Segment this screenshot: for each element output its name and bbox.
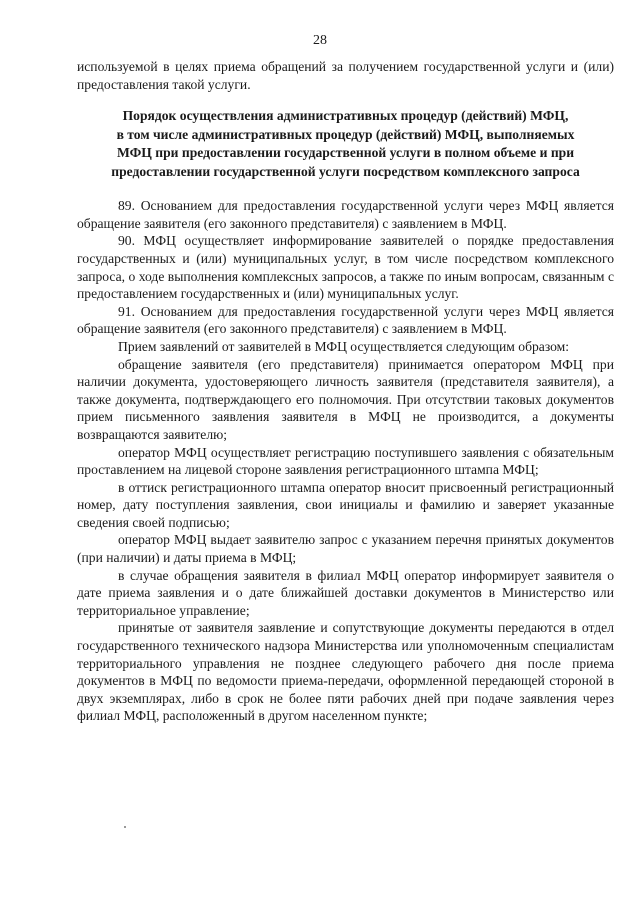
paragraph-receipt: оператор МФЦ выдает заявителю запрос с указанием перечня принятых документов (при наличии) и даты приема в МФЦ;: [77, 532, 614, 566]
paragraph-applicant-appeal: обращение заявителя (его представителя) принимается оператором МФЦ при наличии документа, удостоверяющего личность заявителя (представителя заявителя), а также документа, подтверждающего его полномочия. При отсутствии таковых документов прием письменного заявления заявителя в МФЦ не производится, а документы возвращаются заявителю;: [77, 356, 614, 442]
heading-line: Порядок осуществления административных процедур (действий) МФЦ,: [122, 108, 569, 124]
heading-line: в том числе административных процедур (действий) МФЦ, выполняемых: [116, 126, 575, 142]
heading-line: предоставлении государственной услуги посредством комплексного запроса: [111, 163, 580, 179]
page-number: 28: [313, 33, 327, 48]
heading-line: МФЦ при предоставлении государственной услуги в полном объеме и при: [116, 145, 575, 161]
intro-paragraph: используемой в целях приема обращений за получением государственной услуги и (или) предоставления такой услуги.: [77, 59, 614, 92]
paragraph-89: 89. Основанием для предоставления государственной услуги через МФЦ является обращение заявителя (его законного представителя) с заявлением в МФЦ.: [77, 198, 614, 231]
paragraph-transfer: принятые от заявителя заявление и сопутствующие документы передаются в отдел государственного технического надзора Министерства или уполномоченным специалистам территориального управления не позднее следующего рабочего дня после приема документов в МФЦ по ведомости приема-передачи, оформленной передающей стороной в двух экземплярах, либо в срок не более пяти рабочих дней при подаче заявления через филиал МФЦ, расположенный в другом населенном пункте;: [77, 620, 614, 724]
scan-speck: [124, 826, 126, 828]
paragraph-91: 91. Основанием для предоставления государственной услуги через МФЦ является обращение заявителя (его законного представителя) с заявлением в МФЦ.: [77, 303, 614, 337]
page-content: [77, 58, 614, 725]
paragraph-90: 90. МФЦ осуществляет информирование заявителей о порядке предоставления государственных и (или) муниципальных услуг, в том числе посредством комплексного запроса, о ходе выполнения комплексных запросов, а также по иным вопросам, связанным с предоставлением государственных и (или) муниципальных услуг.: [77, 233, 614, 302]
paragraph-stamp: в оттиск регистрационного штампа оператор вносит присвоенный регистрационный номер, дату поступления заявления, свои инициалы и фамилию и заверяет указанные сведения своей подписью;: [77, 479, 614, 530]
section-heading: [77, 107, 614, 181]
paragraph-reception-intro: Прием заявлений от заявителей в МФЦ осуществляется следующим образом:: [118, 338, 570, 354]
paragraph-registration: оператор МФЦ осуществляет регистрацию поступившего заявления с обязательным проставлением на лицевой стороне заявления регистрационного штампа МФЦ;: [77, 444, 614, 478]
paragraph-branch: в случае обращения заявителя в филиал МФЦ оператор информирует заявителя о дате приема заявления и о дате ближайшей доставки документов в Министерство или территориальное управление;: [77, 567, 614, 618]
